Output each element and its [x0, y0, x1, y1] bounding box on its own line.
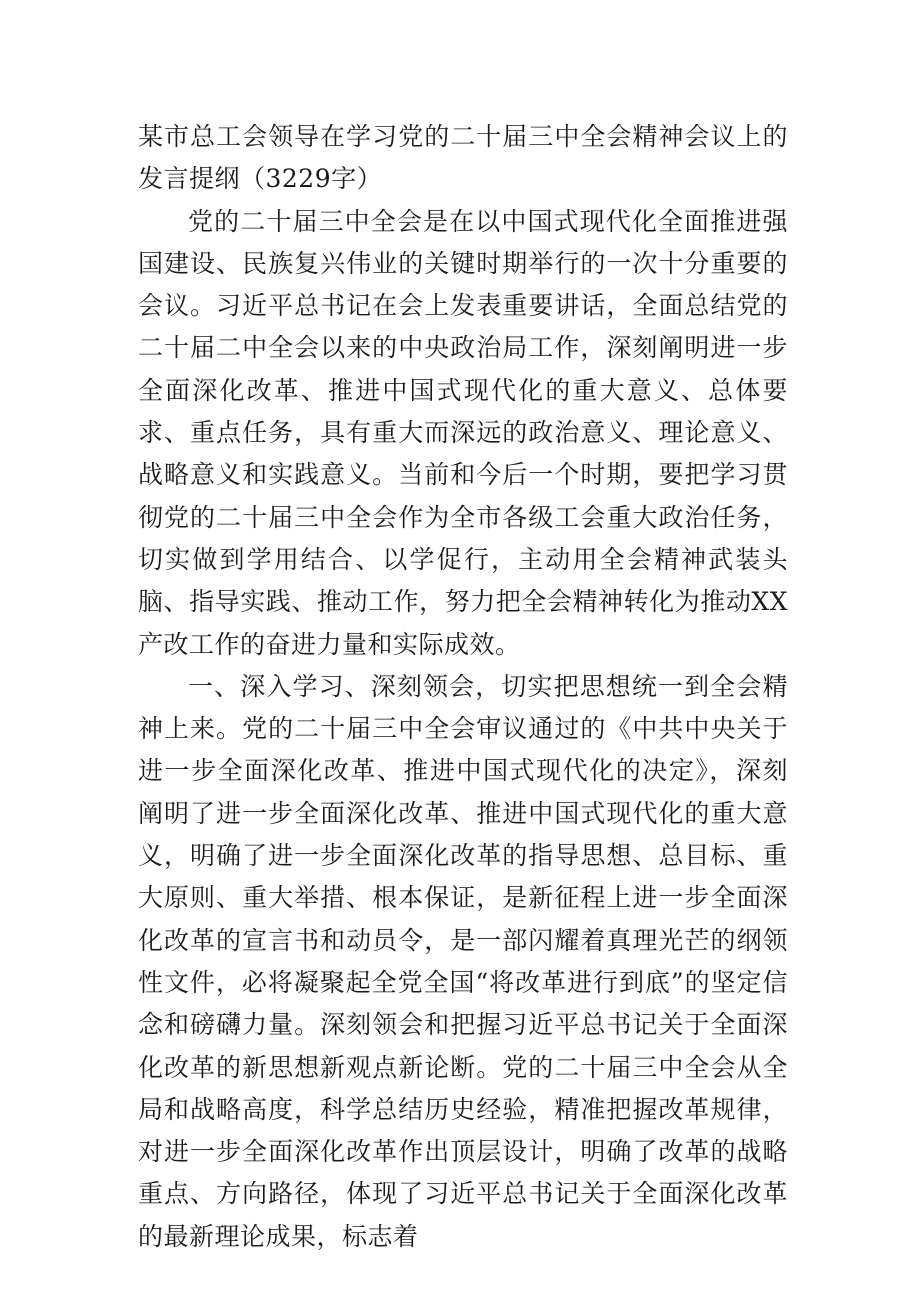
- document-body: [138, 116, 788, 1258]
- document-title: 某市总工会领导在学习党的二十届三中全会精神会议上的发言提纲（3229字）: [138, 122, 788, 194]
- paragraph-intro: 党的二十届三中全会是在以中国式现代化全面推进强国建设、民族复兴伟业的关键时期举行的一次十分重要的会议。习近平总书记在会上发表重要讲话，全面总结党的二十届二中全会以来的中央政治局工作，深刻阐明进一步全面深化改革、推进中国式现代化的重大意义、总体要求、重点任务，具有重大而深远的政治意义、理论意义、战略意义和实践意义。当前和今后一个时期，要把学习贯彻党的二十届三中全会作为全市各级工会重大政治任务，切实做到学用结合、以学促行，主动用全会精神武装头脑、指导实践、推动工作，努力把全会精神转化为推动XX产改工作的奋进力量和实际成效。: [138, 206, 788, 659]
- paragraph-section-one: 一、深入学习、深刻领会，切实把思想统一到全会精神上来。党的二十届三中全会审议通过的《中共中央关于进一步全面深化改革、推进中国式现代化的决定》，深刻阐明了进一步全面深化改革、推进中国式现代化的重大意义，明确了进一步全面深化改革的指导思想、总目标、重大原则、重大举措、根本保证，是新征程上进一步全面深化改革的宣言书和动员令，是一部闪耀着真理光芒的纲领性文件，必将凝聚起全党全国“将改革进行到底”的坚定信念和磅礴力量。深刻领会和把握习近平总书记关于全面深化改革的新思想新观点新论断。党的二十届三中全会从全局和战略高度，科学总结历史经验，精准把握改革规律，对进一步全面深化改革作出顶层设计，明确了改革的战略重点、方向路径，体现了习近平总书记关于全面深化改革的最新理论成果，标志着: [138, 671, 788, 1251]
